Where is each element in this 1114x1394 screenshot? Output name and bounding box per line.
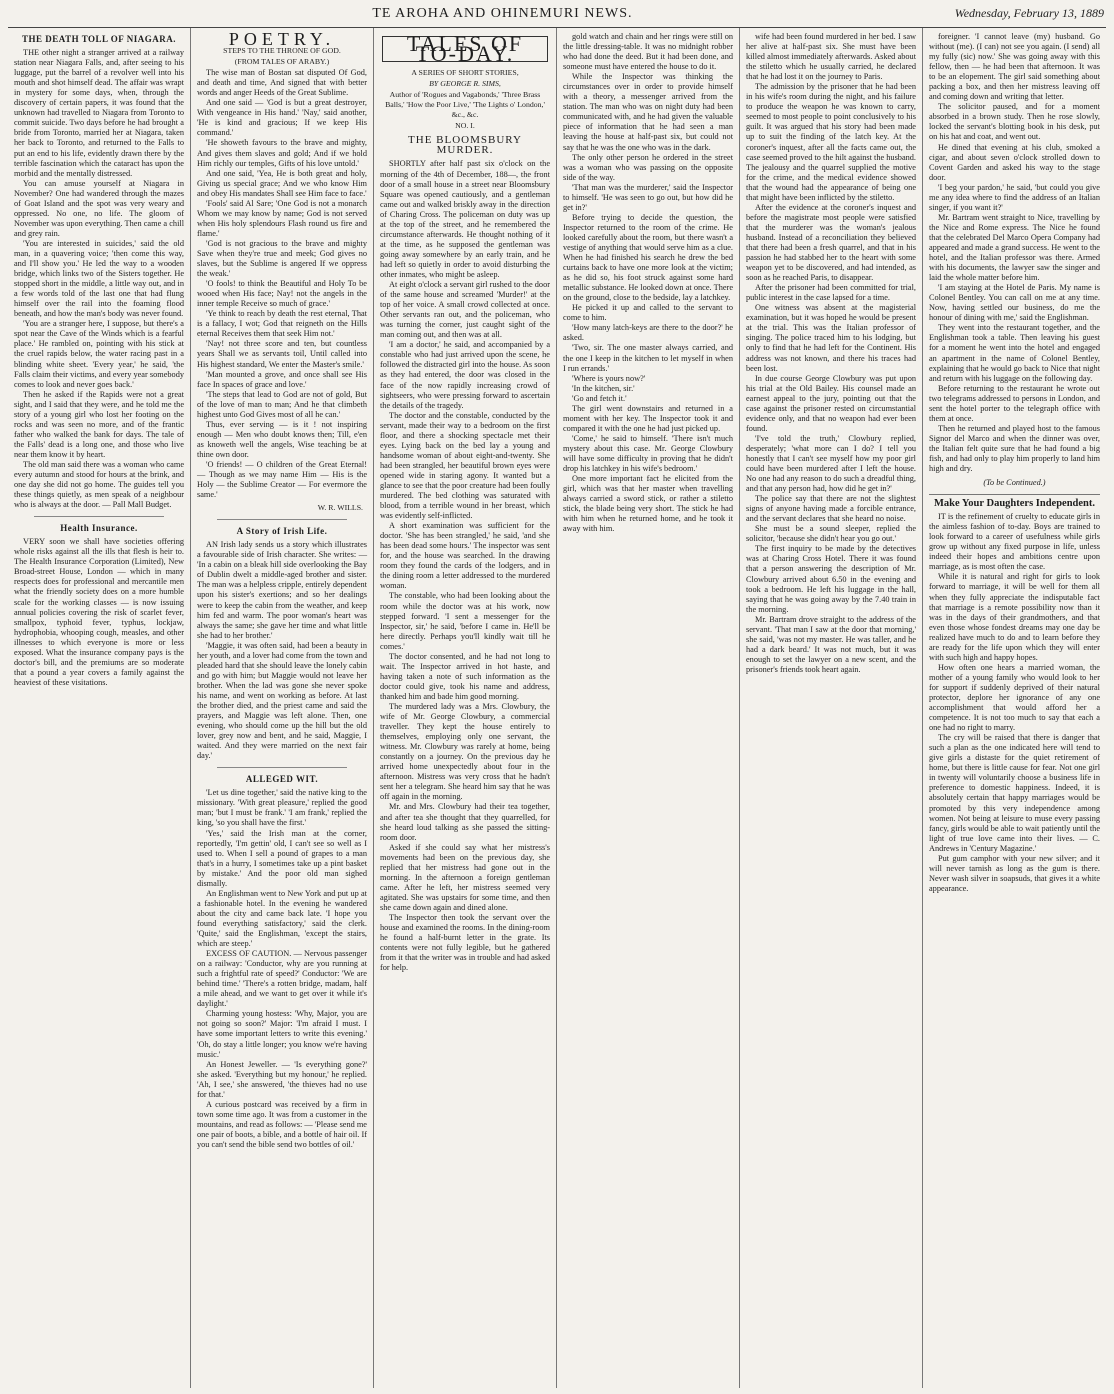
poetry-heading: POETRY.	[228, 29, 336, 49]
paragraph: An Honest Jeweller. — 'Is everything gone?' she asked. 'Everything but my honour,' he replied. 'Ah, I see,' she answered, 'the thieves had no use for that.'	[197, 1059, 367, 1099]
paragraph: She must be a sound sleeper, replied the solicitor, 'because she didn't hear you go out.'	[746, 524, 916, 544]
poem-stanza: 'God is not gracious to the brave and mighty Save when they're true and meek; God gives no slaves, but the Sublime is angered If we oppress the weak.'	[197, 238, 367, 279]
divider	[34, 516, 164, 517]
paragraph: The girl went downstairs and returned in a moment with her key. The Inspector took it and compared it with the one he had just picked up.	[563, 403, 733, 433]
poem-credit: (FROM TALES OF ARABY.)	[234, 57, 330, 67]
paragraph: 'How many latch-keys are there to the door?' he asked.	[563, 323, 733, 343]
masthead	[8, 4, 1106, 28]
paragraph: One witness was absent at the magisterial examination, but it was hoped he would be present at the trial. This was the Italian professor of singing. The police traced him to his lodging, but only to find that he had left for the Continent. His address was not known, and there his traces had been lost.	[746, 303, 916, 373]
paragraph: The solicitor paused, and for a moment absorbed in a brown study. Then he rose slowly, locked the servant's blotting book in his desk, put on his hat and coat, and went out.	[929, 102, 1100, 142]
story-number: NO. I.	[455, 121, 475, 131]
poem-title: STEPS TO THE THRONE OF GOD.	[223, 46, 341, 56]
column-1	[8, 28, 191, 1388]
paragraph: The doctor and the constable, conducted by the servant, made their way to a bedroom on the first floor, and there a shocking spectacle met their eyes. Lying back on the bed lay a young and handsome woman of about eight-and-twenty. She had been strangled, her beautiful brown eyes were opened wide in staring agony. It wanted but a glance to see that the poor creature had been foully murdered. The bed clothing was saturated with blood, from a terrible wound in her breast, which was evidently self-inflicted.	[380, 410, 550, 521]
poem-stanza: 'Fools' said Al Sare; 'One God is not a monarch Whom we may know by name; God is not served when His holy splendours Flash round us fire and flame.'	[197, 198, 367, 238]
series-line: A SERIES OF SHORT STORIES,	[411, 68, 519, 78]
newspaper-title: TE AROHA AND OHINEMURI NEWS.	[372, 6, 633, 21]
divider	[217, 767, 347, 768]
paragraph: 'I've told the truth,' Clowbury replied, desperately; 'what more can I do? I tell you honestly that I can't see myself how my poor girl could have been murdered after I left the house. No one had any reason to do such a dreadful thing, and that any person had, how did he get in?'	[746, 433, 916, 494]
paragraph: Before trying to decide the question, the Inspector returned to the room of the crime. He looked carefully about the room, but there wasn't a vestige of anything that would serve him as a clue. When he had finished his search he drew the bed curtains back to have one more look at the victim; as he did so, his foot struck against some hard metallic substance. He looked down at once. There on the ground, close to the bedside, lay a latchkey.	[563, 212, 733, 303]
story-title: THE BLOOMSBURY MURDER.	[408, 134, 522, 157]
paragraph: 'I am staying at the Hotel de Paris. My name is Colonel Bentley. You can call on me at any time. Now, having settled our business, do me the honour of dining with me,' said the Englishman.	[929, 283, 1100, 323]
paragraph: While the Inspector was thinking the circumstances over in order to provide himself with a theory, a messenger arrived from the station. The man who was on night duty had been communicated with, and he had given the valuable piece of information that he had seen a man leaving the house at half-past six, but could not say that he was the one who was in the dark.	[563, 72, 733, 152]
paragraph: The only other person he ordered in the street was a woman who was passing on the opposite side of the way.	[563, 152, 733, 182]
paragraph: A curious postcard was received by a firm in town some time ago. It was from a customer in the mountains, and read as follows: — 'Please send me one pair of boots, a bible, and a bottle of hair oil. If you can't send the bible send two bottles of oil.'	[197, 1099, 367, 1149]
paragraph: Then he returned and played host to the famous Signor del Marco and when the dinner was over, the Italian felt quite sure that he had found a big fish, and had only to play him properly to land him high and dry.	[929, 423, 1100, 474]
poem-stanza: 'Man mounted a grove, and once shall see His face In spaces of grace and love.'	[197, 369, 367, 389]
issue-date: Wednesday, February 13, 1889	[954, 6, 1104, 20]
paragraph: Asked if she could say what her mistress's movements had been on the previous day, she replied that her mistress had gone out in the morning. In the afternoon a foreign gentleman came. After he left, her mistress seemed very agitated. She was upstairs for some time, and then she came down again and dined alone.	[380, 842, 550, 912]
poem-stanza: Thus, ever serving — is it ! not inspiring enough — Men who doubt knows then; Till, e'en as knoweth well the angels, Wise teaching be at thine own door.	[197, 419, 367, 459]
poem-stanza: And one said, 'Yea, He is both great and holy, Giving us special grace; And we who know Him and obey His mandates Shall see Him face to face.'	[197, 168, 367, 198]
column-2	[191, 28, 374, 1388]
author-note: Author of 'Rogues and Vagabonds,' 'Three Brass Balls,' 'How the Poor Live,' 'The Lights o' London,' &c., &c.	[385, 90, 545, 120]
paragraph: 'You are interested in suicides,' said the old man, in a quavering voice; 'then come this way, and I'll show you.' He led the way to a wooden bridge, which links two of the Sisters together. He stopped short in the middle, a little way out, and in a few words told of the last one that had flung himself over the rail into the foaming flood beneath, and how the man's body was never found.	[14, 238, 184, 319]
paragraph: 'Maggie, it was often said, had been a beauty in her youth, and a lover had come from the town and pleaded hard that she should leave the lonely cabin and go with him; but Maggie would not leave her brother. When the lad was gone she never spoke his name, and went on working as before. At last the brother died, and the priest came and said the prayers, and Maggie was left alone. Then, one evening, who should come up the hill but the old lover, grey now and bent, and he said, Maggie, I waited. And they were married on the next fair day.'	[197, 640, 367, 761]
paragraph: The cry will be raised that there is danger that such a plan as the one indicated here will tend to give girls a distaste for the quiet retirement of home, but there is little cause for fear. Not one girl in twenty will voluntarily choose a business life in preference to domestic happiness. Indeed, it is absolutely certain that happy marriages would be promoted by this very independence among women. Not being at leisure to muse every passing fancy, girls would be able to wait patiently until the light of true love came into their lives. — C. Andrews in 'Century Magazine.'	[929, 733, 1100, 853]
paragraph: The murdered lady was a Mrs. Clowbury, the wife of Mr. George Clowbury, a commercial traveller. They kept the house entirely to themselves, employing only one servant, the witness. Mr. Clowbury was rarely at home, being constantly on a journey. On the previous day he arrived home unexpectedly about four in the afternoon. Mistress was very cross that he hadn't sent her a telegram. She heard him say that he was off again in the morning.	[380, 702, 550, 802]
paragraph: 'In the kitchen, sir.'	[572, 383, 635, 393]
poem-signature: W. R. WILLS.	[317, 503, 363, 513]
paragraph: He picked it up and called to the servant to come to him.	[563, 303, 733, 323]
paragraph: EXCESS OF CAUTION. — Nervous passenger on a railway: 'Conductor, why are you running at such a frightful rate of speed?' Conductor: 'We are behind time.' 'There's a rotten bridge, madam, half a mile ahead, and we want to get over it while it's daylight.'	[197, 949, 367, 1009]
paragraph: Mr. Bartram drove straight to the address of the servant. 'That man I saw at the door that morning,' she said, 'was not my master. He was taller, and he had a dark beard.' It was not much, but it was enough to set the lawyer on a new scent, and the prisoner's friends took heart again.	[746, 614, 916, 674]
paragraph: wife had been found murdered in her bed. I saw her alive at half-past six. She must have been killed almost immediately afterwards. Asked about the stiletto which he usually carried, he declared that he had lost it on the journey to Paris.	[746, 32, 916, 82]
paragraph: 'I beg your pardon,' he said, 'but could you give me any idea where to find the address of an Italian singer, if you want it?'	[929, 182, 1100, 212]
continued-note: (To be Continued.)	[983, 478, 1046, 488]
column-4	[557, 28, 740, 1388]
paragraph: The old man said there was a woman who came every autumn and stood for hours at the brink, and one day she did not go home. The guides tell you these things quietly, as men speak of a neighbour who is always at the door. — Pall Mall Budget.	[14, 459, 184, 510]
paragraph: 'Let us dine together,' said the native king to the missionary. 'With great pleasure,' replied the good man; 'but I must be frank.' 'I am frank,' replied the king, 'so you shall have the first.'	[197, 788, 367, 828]
paragraph: The Inspector then took the servant over the house and examined the rooms. In the dining-room he found a half-burnt letter in the grate. Its contents were not fully legible, but he gathered from it that the writer was in trouble and had asked for help.	[380, 912, 550, 973]
paragraph: The constable, who had been looking about the room while the doctor was at his work, now stepped forward. 'I sent a messenger for the Inspector, sir,' he said, 'before I came in. He'll be here directly. Perhaps you'll kindly wait till he comes.'	[380, 591, 550, 651]
paragraph: Put gum camphor with your new silver; and it will never tarnish as long as the gum is there. Never wash silver in soapsuds, that gives it a white appearance.	[929, 853, 1100, 893]
paragraph: IT is the refinement of cruelty to educate girls in the aimless fashion of to-day. Boys are trained to look forward to a career of usefulness while girls grow up without any fixed purpose in life, unless indeed their hopes and ambitions centre upon marriage, as is most often the case.	[929, 512, 1100, 572]
paragraph: 'Yes,' said the Irish man at the corner, reportedly, 'I'm gettin' old, I can't see so well as I used to. When I sell a pound of grapes to a man that's in a hurry, I sometimes take up a pint basket by mistake.' And the poor old man sighed dismally.	[197, 828, 367, 888]
paragraph: VERY soon we shall have societies offering whole risks against all the ills that flesh is heir to. The Health Insurance Corporation (Limited), New Broad-street House, London — which in many respects does for professional and mercantile men what the friendly society does on a more humble scale for the working classes — is now issuing annual policies covering the risk of scarlet fever, smallpox, typhoid fever, typhus, lockjaw, hydrophobia, whooping cough, measles, and other illnesses to which everyone is more or less exposed. What the insurance company pays is the doctor's bill, and the premiums are so moderate that a pound a year covers a family against the heaviest of these visitations.	[14, 537, 184, 687]
divider	[217, 519, 347, 520]
paragraph: AN Irish lady sends us a story which illustrates a favourable side of Irish character. She writes: — 'In a cabin on a bleak hill side overlooking the Bay of Dublin dwelt a middle-aged brother and sister. The man was a helpless cripple, entirely dependent upon his sister's exertions; and so her dealings were to keep the cabin from the weather, and keep him fed and warm. The poor woman's heart was always the same; she gave her time and what little she had to her brother.'	[197, 540, 367, 640]
paragraph: While it is natural and right for girls to look forward to marriage, it will be well for them all when they fully appreciate the indisputable fact that marriage is a remote possibility now than it was in the days of their grandmothers, and that even those whose fondest dreams may one day be realized have much to do and to learn before they are ready for the life upon which they will enter with such high and happy hopes.	[929, 572, 1100, 662]
poem-stanza: 'Ye think to reach by death the rest eternal, That is a fallacy, I wot; God that reigneth on the Hills eternal Receives them that seek Him not.'	[197, 309, 367, 339]
paragraph: 'Come,' he said to himself. 'There isn't much mystery about this case. Mr. George Clowbury will have some difficulty in proving that he didn't drop his latchkey in his wife's bedroom.'	[563, 433, 733, 474]
paragraph: Then he asked if the Rapids were not a great sight, and I said that they were, and he told me the story of a young girl who lost her footing on the rocks and was seen no more, and of the frantic father who walked the bank for days. The tale of the Falls' dead is a long one, and those who live near them know it by heart.	[14, 389, 184, 459]
paragraph: Before returning to the restaurant he wrote out two telegrams addressed to persons in London, and sent the hotel porter to the telegraph office with them at once.	[929, 383, 1100, 423]
paragraph: In due course George Clowbury was put upon his trial at the Old Bailey. His counsel made an earnest appeal to the jury, pointing out that the case against the prisoner rested on circumstantial evidence only, and that no weapon had ever been found.	[746, 373, 916, 433]
paragraph: The first inquiry to be made by the detectives was at Charing Cross Hotel. There it was found that a person answering the description of Mr. Clowbury arrived about 6.50 in the evening and took a bedroom. He left his luggage in the hall, saying that he was going away by the 7.40 train in the morning.	[746, 544, 916, 614]
paragraph: gold watch and chain and her rings were still on the little dressing-table. It was no midnight robber who had done the deed. But it had been done, and someone must have entered the house to do it.	[563, 32, 733, 72]
paragraph: After the evidence at the coroner's inquest and before the magistrate most people were satisfied that the murderer was the woman's jealous husband. Instead of a reconciliation they believed that there had been a fresh quarrel, and that in his passion he had stabbed her to the heart with some weapon yet to be discovered, and had intended, as soon as he reached Paris, to disappear.	[746, 202, 916, 283]
poem-stanza: And one said — 'God is but a great destroyer, With vengeance in His hand.' 'Nay,' said another, 'He is kind and gracious; If we keep His command.'	[197, 98, 367, 138]
paragraph: Mr. Bartram went straight to Nice, travelling by the Nice and Rome express. The Nice he found that the celebrated Del Marco Opera Company had appeared and made a grand success. He went to the hotel, and the Italian professor was there. Armed with his documents, the lawyer saw the singer and laid the whole matter before him.	[929, 212, 1100, 283]
tales-banner: TALES OF TO-DAY.	[382, 36, 548, 62]
paragraph: After the prisoner had been committed for trial, public interest in the case lapsed for a time.	[746, 283, 916, 303]
poem-stanzas	[197, 68, 367, 500]
column-6	[923, 28, 1106, 1388]
paragraph: 'Where is yours now?'	[572, 373, 646, 383]
article-heading-health: Health Insurance.	[60, 523, 138, 534]
paragraph: He dined that evening at his club, smoked a cigar, and about seven o'clock strolled down to Covent Garden and asked his way to the stage door.	[929, 142, 1100, 182]
paragraph: 'I am a doctor,' he said, and accompanied by a constable who had just arrived upon the scene, he followed the distracted girl into the house. As soon as they had entered, the door was closed in the face of the now rapidly increasing crowd of sightseers, who were pressing forward to ascertain the details of the tragedy.	[380, 340, 550, 410]
author-line: BY GEORGE R. SIMS,	[429, 79, 501, 89]
article-heading-niagara: THE DEATH TOLL OF NIAGARA.	[22, 34, 176, 44]
column-5	[740, 28, 923, 1388]
paragraph: 'Go and fetch it.'	[572, 393, 627, 403]
paragraph: One more important fact he elicited from the girl, which was that her master when travelling always carried a sword stick, or rather a stiletto stick, the blade being very short. The stick he had with him when he returned home, and he took it away with him.	[563, 474, 733, 534]
paragraph: An Englishman went to New York and put up at a fashionable hotel. In the evening he wandered about the city and came back late. 'I hope you found everything satisfactory,' said the clerk. 'Quite,' said the Englishman, 'except the stairs, which are steep.'	[197, 888, 367, 949]
paragraph: They went into the restaurant together, and the Englishman took a table. Then leaving his guest for a moment he went into the hotel and engaged an apartment in the name of Colonel Bentley, explaining that he would go back to Nice that night and return with his luggage on the following day.	[929, 323, 1100, 383]
paragraph: 'Two, sir. The one master always carried, and the one I keep in the kitchen to let myself in when I run errands.'	[563, 343, 733, 373]
paragraph: Charming young hostess: 'Why, Major, you are not going so soon?' Major: 'I'm afraid I must. I have some important letters to write this evening.' 'Oh, do stay a little longer; you know we're having music.'	[197, 1009, 367, 1059]
poem-stanza: The wise man of Bostan sat disputed Of God, and death and time, And signed that with better words and anger Heeds of the Great Sublime.	[197, 68, 367, 98]
paragraph: The admission by the prisoner that he had been in his wife's room during the night, and his failure to produce the weapon he was known to carry, seemed to most people to point conclusively to his guilt. It was argued that his story had been made up to suit the finding of the latch key. At the coroner's inquest, after all the facts came out, the case seemed proved to the hilt against the husband. The jealousy and the quarrel supplied the motive for the crime, and the medical evidence showed that the wound had the appearance of being one that might have been inflicted by the stiletto.	[746, 82, 916, 202]
poem-stanza: 'Nay! not three score and ten, but countless years Shall we as servants toil, Until called into His highest standard, We enter the Master's smile.'	[197, 339, 367, 369]
columns	[8, 28, 1106, 1388]
paragraph: At eight o'clock a servant girl rushed to the door of the same house and screamed 'Murder!' at the top of her voice. A small crowd collected at once. Other servants ran out, and the policeman, who was turning the corner, just caught sight of the man coming out, and then was at all.	[380, 280, 550, 340]
paragraph: The doctor consented, and he had not long to wait. The Inspector arrived in hot haste, and having taken a note of such information as the doctor could give, took his name and address, thanked him and bade him good morning.	[380, 651, 550, 701]
poem-stanza: 'The steps that lead to God are not of gold, But of the love of man to man; And he that climbeth highest unto God Gives most of all he can.'	[197, 389, 367, 419]
paragraph: foreigner. 'I cannot leave (my) husband. Go without (me). (I can) not see you again. (I send) all my fully (sic) now.' She was going away with this fellow, then — he had been that afternoon. It was to be an elopement. The girl said something about packing a box, and then her mistress leaving off and coming down and writing that letter.	[929, 32, 1100, 102]
article-heading-alleged-wit: ALLEGED WIT.	[245, 774, 319, 785]
paragraph: A short examination was sufficient for the doctor. 'She has been strangled,' he said, 'and she has been dead some hours.' The inspector was sent for, and the house was searched. In the drawing room they found the cards of the lodgers, and in the dining room a letter addressed to the murdered woman.	[380, 521, 550, 591]
paragraph: 'You are a stranger here, I suppose, but there's a spot near the Cave of the Winds which is a fearful place.' He rambled on, pointing with his stick at the cruel rapids below, the water racing past in a blinding white sheet. 'Every year,' he said, 'the Falls claim their victims, and every year somebody comes to look and never goes back.'	[14, 319, 184, 389]
poem-stanza: 'He showeth favours to the brave and mighty, And gives them slaves and gold; And if we hold Him richly our temples, Gifts of his love untold.'	[197, 138, 367, 168]
column-3	[374, 28, 557, 1388]
poem-stanza: 'O fools! to think the Beautiful and Holy To be wooed when His face; Nay! not the angels in the inner temple Receive so much of grace.'	[197, 279, 367, 309]
paragraph: SHORTLY after half past six o'clock on the morning of the 4th of December, 188—, the front door of a small house in a street near Bloomsbury Square was opened cautiously, and a gentleman came out and walked briskly away in the direction of Charing Cross. The policeman on duty was up at the top of the street, and he remembered the circumstance afterwards. He thought nothing of it at the time, as he supposed the gentleman was going away somewhere by an early train, and he had left so quietly in order to avoid disturbing the other inmates, who might be asleep.	[380, 159, 550, 279]
article-heading-daughters: Make Your Daughters Independent.	[929, 494, 1100, 509]
poem-stanza: 'O friends! — O children of the Great Eternal! — Though as we may name Him — His is the Holy — the Sublime Creator — For evermore the same.'	[197, 459, 367, 500]
paragraph: 'That man was the murderer,' said the Inspector to himself. 'He was seen to go out, but how did he get in?'	[563, 182, 733, 212]
paragraph: THE other night a stranger arrived at a railway station near Niagara Falls, and, after seeing to his luggage, put the barrel of a revolver well into his mouth and shot himself dead. The affair was wrapt in mystery for some days, when, through the discovery of certain papers, it was found that the unknown had travelled to Niagara from Toronto to commit suicide. Two days before he had brought a bride from Toronto, married her at Niagara, taken her back to Toronto, and returned to the Falls to put an end to his life, evidently drawn there by the terrible fascination which the cataract has upon the morbid and the mentally distressed.	[14, 48, 184, 178]
paragraph: Mr. and Mrs. Clowbury had their tea together, and after tea she thought that they quarrelled, for she heard loud talking as she passed the sitting-room door.	[380, 802, 550, 842]
paragraph: How often one hears a married woman, the mother of a young family who would look to her for support if suddenly deprived of their natural protector, deplore her ignorance of any one accomplishment that would afford her a competence. It is not too much to say that each a one had no right to marry.	[929, 662, 1100, 733]
paragraph: You can amuse yourself at Niagara in November? One had wandered through the mazes of Goat Island and the spot was very weary and oppressed. No one, no life. The gloom of November was upon everything. Then came a chill and grey rain.	[14, 178, 184, 238]
paragraph: The police say that there are not the slightest signs of anyone having made a forcible entrance, and the servant declares that she heard no noise.	[746, 494, 916, 524]
article-heading-irish: A Story of Irish Life.	[236, 526, 328, 537]
